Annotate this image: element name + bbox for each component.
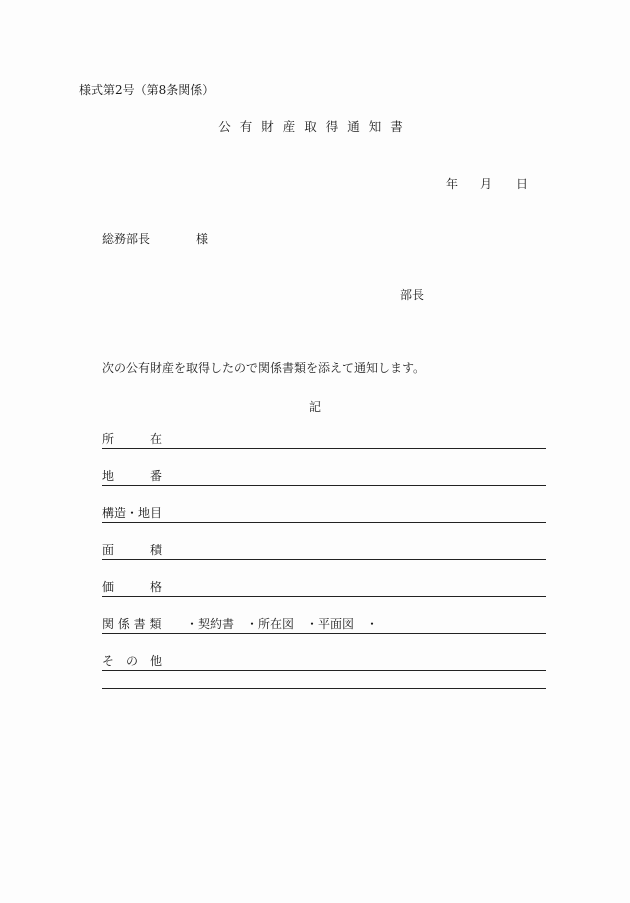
sender: 部長 — [400, 288, 425, 302]
date-year: 年 — [446, 177, 459, 191]
field-structure-label: 構造・地目 — [102, 506, 163, 520]
field-lot-number-label: 地 番 — [102, 469, 163, 483]
addressee — [102, 230, 208, 247]
related-docs-list — [186, 615, 390, 632]
ki-marker: 記 — [308, 400, 321, 414]
body-text: 次の公有財産を取得したので関係書類を添えて通知します。 — [102, 361, 426, 375]
field-other[interactable] — [102, 652, 546, 671]
field-location-label: 所 在 — [102, 432, 163, 446]
field-area[interactable] — [102, 541, 546, 560]
related-doc-item: ・ — [366, 617, 379, 631]
field-location[interactable] — [102, 430, 546, 449]
field-price-label: 価 格 — [102, 580, 163, 594]
addressee-honorific: 様 — [196, 232, 209, 246]
field-other-label: そ の 他 — [102, 654, 163, 668]
field-lot-number[interactable] — [102, 467, 546, 486]
related-doc-item: ・所在図 — [246, 617, 295, 631]
document-title: 公有財産取得通知書 — [218, 119, 412, 134]
field-other-extra-line[interactable] — [102, 688, 546, 689]
related-doc-item: ・契約書 — [186, 617, 235, 631]
field-area-label: 面 積 — [102, 543, 163, 557]
addressee-name: 総務部長 — [102, 232, 151, 246]
related-doc-item: ・平面図 — [306, 617, 355, 631]
field-related-docs-label: 関 係 書 類 — [102, 617, 162, 631]
field-related-docs[interactable] — [102, 615, 546, 634]
form-number: 様式第2号（第8条関係） — [79, 83, 215, 97]
date-day: 日 — [516, 177, 529, 191]
date-line — [446, 175, 528, 192]
field-price[interactable] — [102, 578, 546, 597]
date-month: 月 — [480, 177, 493, 191]
field-structure[interactable] — [102, 504, 546, 523]
